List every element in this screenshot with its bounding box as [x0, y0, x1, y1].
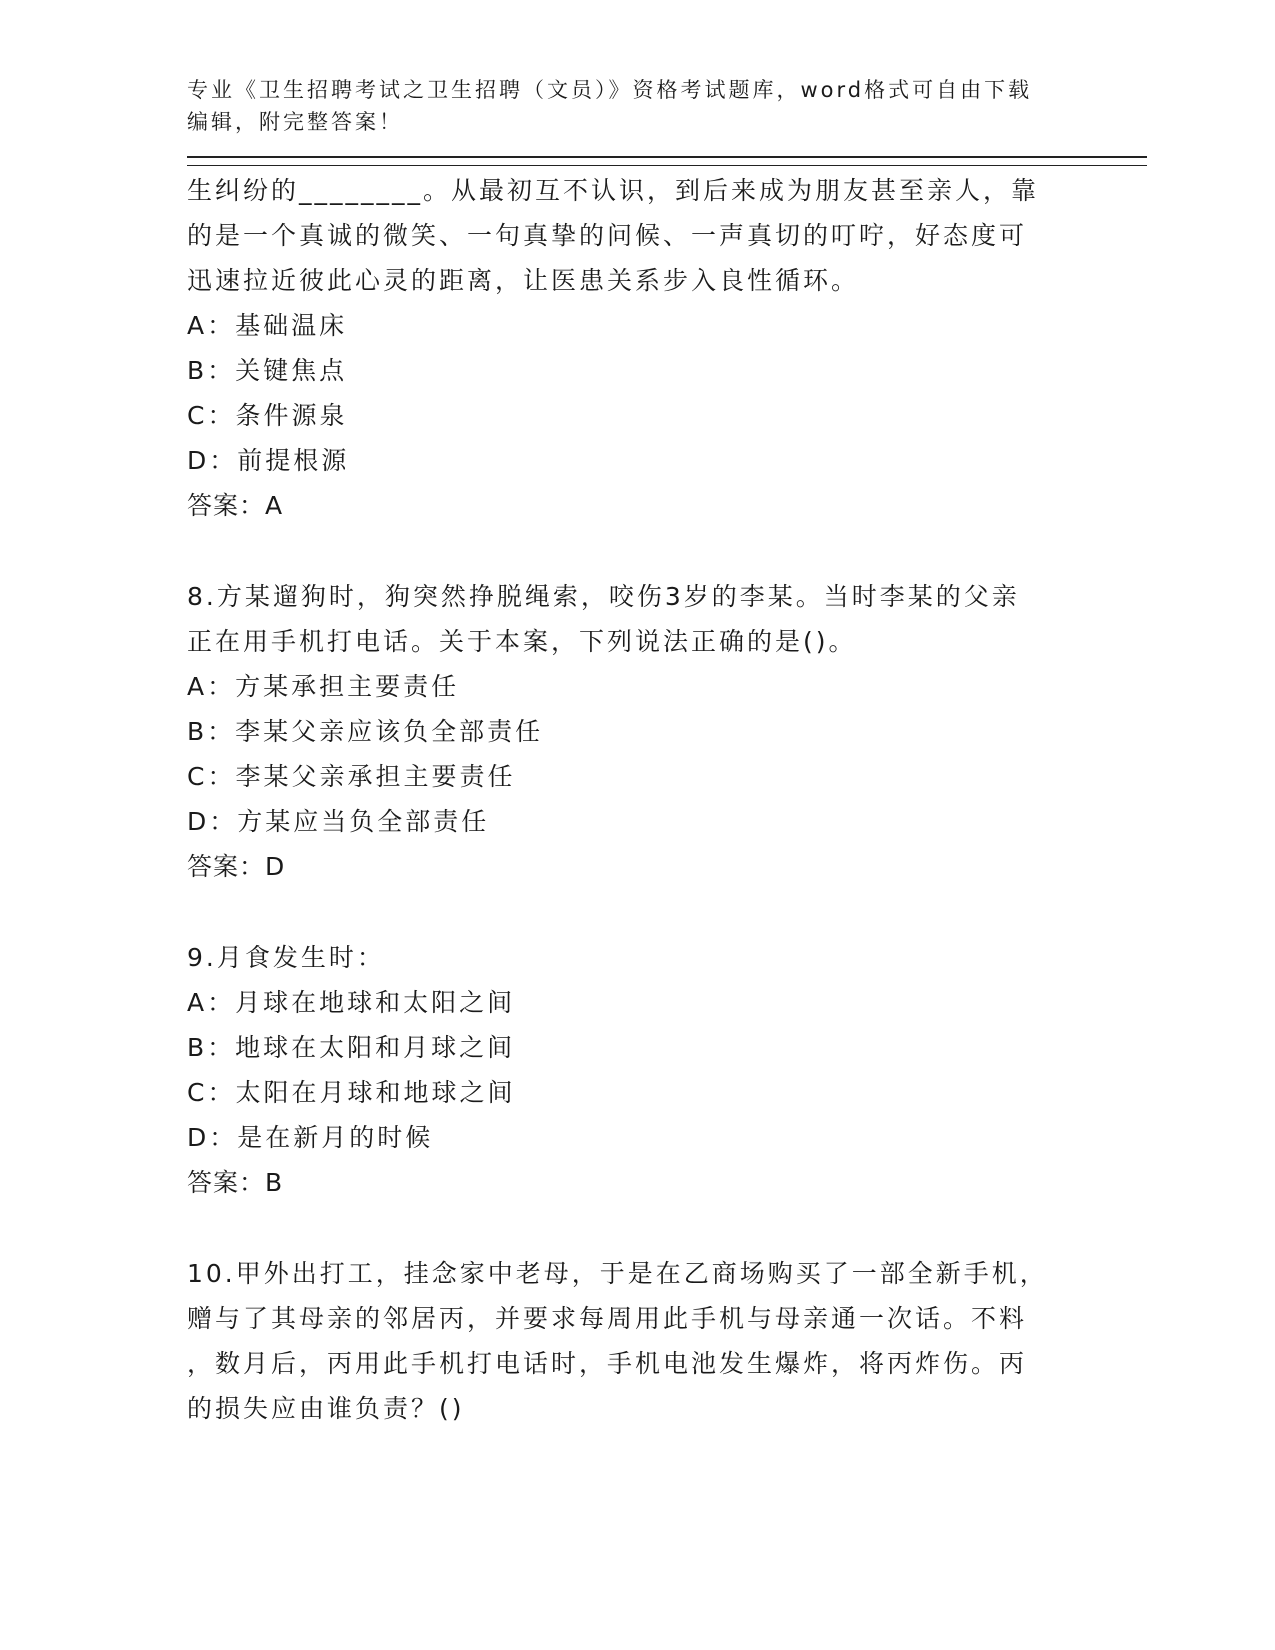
question-stem-line: 9.月食发生时：	[187, 943, 385, 972]
option-a: A：基础温床	[187, 311, 348, 340]
spacer	[187, 889, 1147, 935]
question-stem-line: 正在用手机打电话。关于本案，下列说法正确的是()。	[187, 627, 857, 656]
answer-line: 答案：A	[187, 491, 284, 520]
spacer	[187, 528, 1147, 574]
option-d: D：是在新月的时候	[187, 1123, 434, 1152]
question-stem-line: 生纠纷的________。从最初互不认识，到后来成为朋友甚至亲人，靠	[187, 176, 1040, 205]
question-block-7	[187, 168, 1147, 528]
option-b: B：关键焦点	[187, 356, 348, 385]
question-stem-line: 的损失应由谁负责？()	[187, 1394, 465, 1423]
option-c: C：太阳在月球和地球之间	[187, 1078, 516, 1107]
document-page	[187, 74, 1147, 1431]
answer-line: 答案：B	[187, 1168, 284, 1197]
spacer	[187, 1205, 1147, 1251]
option-c: C：条件源泉	[187, 401, 348, 430]
question-block-9	[187, 935, 1147, 1205]
option-c: C：李某父亲承担主要责任	[187, 762, 516, 791]
option-d: D：前提根源	[187, 446, 350, 475]
option-a: A：月球在地球和太阳之间	[187, 988, 516, 1017]
question-stem-line: 迅速拉近彼此心灵的距离，让医患关系步入良性循环。	[187, 266, 860, 295]
header-line-2: 编辑，附完整答案！	[187, 110, 403, 134]
question-stem-line: 赠与了其母亲的邻居丙，并要求每周用此手机与母亲通一次话。不料	[187, 1304, 1028, 1333]
option-a: A：方某承担主要责任	[187, 672, 460, 701]
header-divider	[187, 156, 1147, 166]
question-stem-line: 10.甲外出打工，挂念家中老母，于是在乙商场购买了一部全新手机，	[187, 1259, 1048, 1288]
option-b: B：地球在太阳和月球之间	[187, 1033, 516, 1062]
header-line-1: 专业《卫生招聘考试之卫生招聘（文员）》资格考试题库，word格式可自由下载	[187, 78, 1033, 102]
question-block-10	[187, 1251, 1147, 1431]
question-block-8	[187, 574, 1147, 889]
question-stem-line: 8.方某遛狗时，狗突然挣脱绳索，咬伤3岁的李某。当时李某的父亲	[187, 582, 1020, 611]
question-list	[187, 168, 1147, 1431]
question-stem-line: ，数月后，丙用此手机打电话时，手机电池发生爆炸，将丙炸伤。丙	[187, 1349, 1028, 1378]
question-stem-line: 的是一个真诚的微笑、一句真挚的问候、一声真切的叮咛，好态度可	[187, 221, 1028, 250]
option-b: B：李某父亲应该负全部责任	[187, 717, 544, 746]
answer-line: 答案：D	[187, 852, 286, 881]
option-d: D：方某应当负全部责任	[187, 807, 490, 836]
document-header	[187, 74, 1147, 138]
